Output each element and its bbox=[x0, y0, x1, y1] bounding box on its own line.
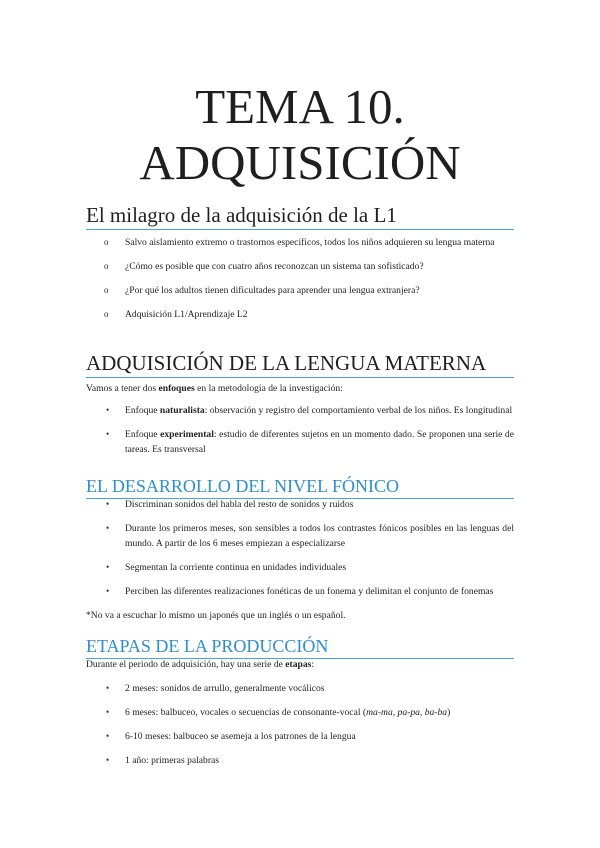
list-item bbox=[86, 307, 514, 322]
list-item-text: ¿Por qué los adultos tienen dificultades para aprender una lengua extranjera? bbox=[125, 285, 420, 296]
list-item: • Enfoque naturalista: observación y registro del comportamiento verbal de los niños. Es longitudinal bbox=[106, 405, 513, 416]
bullet-icon: • bbox=[106, 731, 110, 741]
list-item: • Enfoque experimental: estudio de diferentes sujetos en un momento dado. Se proponen una serie de tareas. Es transversal bbox=[106, 429, 514, 455]
section-heading-etapas: ETAPAS DE LA PRODUCCIÓN bbox=[86, 635, 514, 659]
list-item: • Segmentan la corriente continua en unidades individuales bbox=[106, 562, 347, 573]
circle-bullet-icon: o bbox=[104, 285, 109, 295]
list-item: • 6-10 meses: balbuceo se asemeja a los patrones de la lengua bbox=[106, 731, 356, 742]
list-item-text: ¿Cómo es posible que con cuatro años reconozcan un sistema tan sofisticado? bbox=[125, 261, 424, 272]
bullet-icon: • bbox=[106, 499, 110, 509]
circle-bullet-icon: o bbox=[104, 237, 109, 247]
bullet-icon: • bbox=[106, 562, 110, 572]
bullet-icon: • bbox=[106, 683, 110, 693]
section-heading-lengua-materna: ADQUISICIÓN DE LA LENGUA MATERNA bbox=[86, 350, 514, 378]
list-item: • Durante los primeros meses, son sensibles a todos los contrastes fónicos posibles en las lenguas del mundo. A partir de los 6 meses empiezan a especializarse bbox=[106, 523, 514, 549]
section-etapas bbox=[86, 657, 514, 777]
bullet-icon: • bbox=[106, 429, 110, 439]
intro-paragraph: Vamos a tener dos enfoques en la metodología de la investigación: bbox=[86, 383, 343, 394]
section-nivel-fonico bbox=[86, 497, 514, 623]
section-heading-milagro: El milagro de la adquisición de la L1 bbox=[86, 202, 514, 230]
list-item-text: Salvo aislamiento extremo o trastornos específicos, todos los niños adquieren su lengua materna bbox=[125, 237, 495, 248]
list-item: • 2 meses: sonidos de arrullo, generalmente vocálicos bbox=[106, 683, 325, 694]
circle-bullet-icon: o bbox=[104, 261, 109, 271]
list-item bbox=[86, 259, 514, 274]
section-heading-nivel-fonico: EL DESARROLLO DEL NIVEL FÓNICO bbox=[86, 475, 514, 499]
bullet-icon: • bbox=[106, 707, 110, 717]
note-paragraph: *No va a escuchar lo mismo un japonés que un inglés o un español. bbox=[86, 610, 346, 621]
section-milagro-list bbox=[86, 235, 514, 331]
list-item-text: Adquisición L1/Aprendizaje L2 bbox=[125, 309, 248, 320]
list-item: • Discriminan sonidos del habla del resto de sonidos y ruidos bbox=[106, 499, 354, 510]
list-item: • 6 meses: balbuceo, vocales o secuencias de consonante-vocal (ma-ma, pa-pa, ba-ba) bbox=[106, 707, 451, 718]
bullet-icon: • bbox=[106, 405, 110, 415]
bullet-icon: • bbox=[106, 586, 110, 596]
title-line-2: ADQUISICIÓN bbox=[139, 135, 461, 190]
bullet-icon: • bbox=[106, 523, 110, 533]
intro-paragraph: Durante el periodo de adquisición, hay una serie de etapas: bbox=[86, 659, 315, 670]
circle-bullet-icon: o bbox=[104, 309, 109, 319]
list-item: • Perciben las diferentes realizaciones fonéticas de un fonema y delimitan el conjunto de fonemas bbox=[106, 586, 494, 597]
list-item bbox=[86, 283, 514, 298]
bullet-icon: • bbox=[106, 755, 110, 765]
title-line-1: TEMA 10. bbox=[195, 79, 405, 134]
section-lengua-materna bbox=[86, 381, 514, 466]
list-item: • 1 año: primeras palabras bbox=[106, 755, 220, 766]
list-item bbox=[86, 235, 514, 250]
